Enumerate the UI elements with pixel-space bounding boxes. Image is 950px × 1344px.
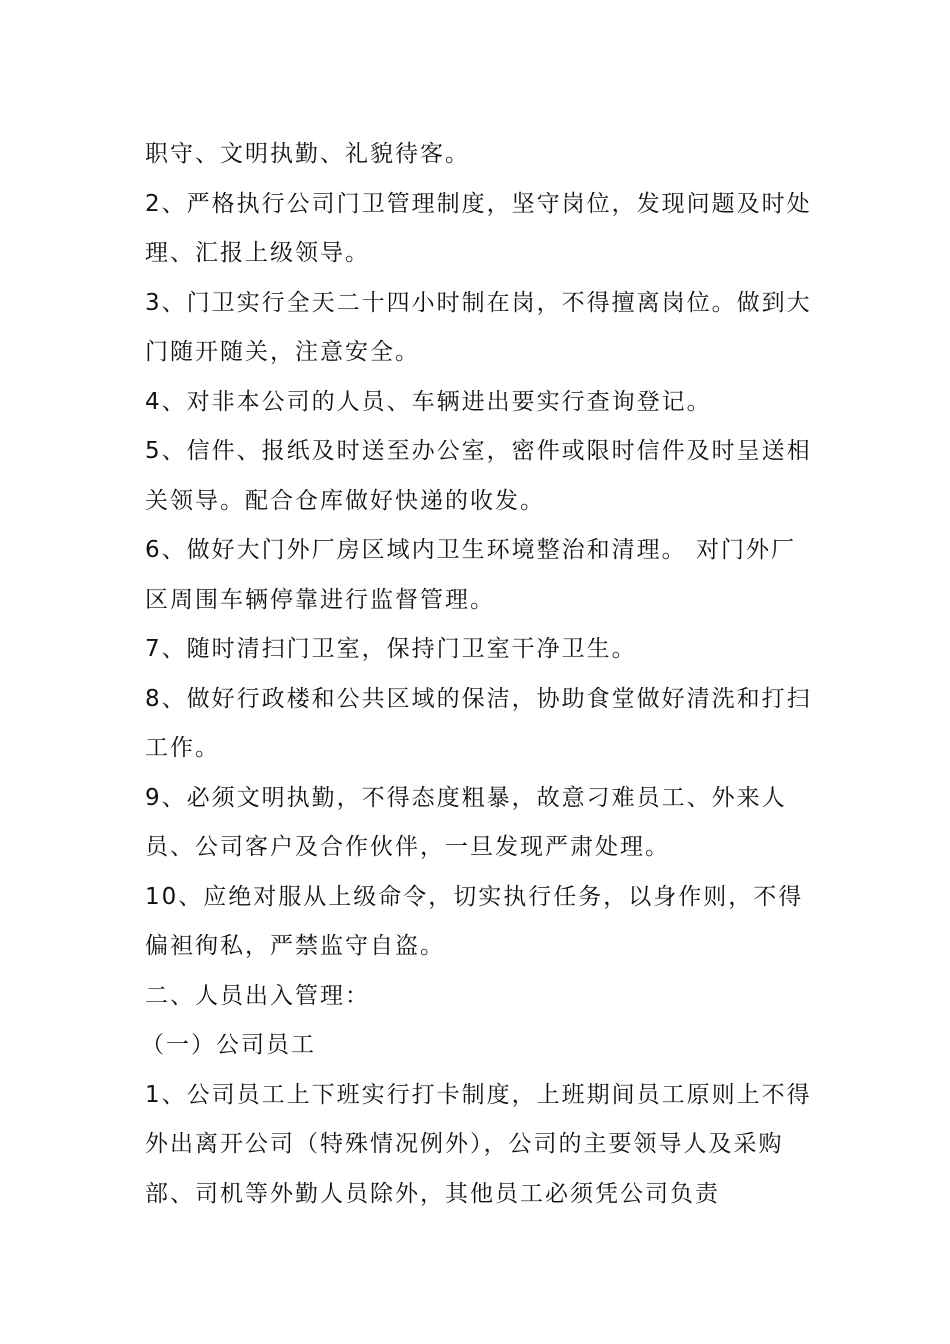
paragraph-item-2: 2、严格执行公司门卫管理制度，坚守岗位，发现问题及时处理、汇报上级领导。: [145, 190, 812, 266]
paragraph-item-10: 10、应绝对服从上级命令，切实执行任务，以身作则，不得偏袒徇私，严禁监守自盗。: [145, 883, 804, 959]
paragraph-subitem-1: 1、公司员工上下班实行打卡制度，上班期间员工原则上不得外出离开公司（特殊情况例外），公司的主要领导人及采购部、司机等外勤人员除外，其他员工必须凭公司负责: [145, 1081, 812, 1207]
paragraph-item-4: 4、对非本公司的人员、车辆进出要实行查询登记。: [145, 388, 712, 415]
section-heading: 二、人员出入管理：: [145, 982, 370, 1009]
subsection-heading: （一）公司员工: [141, 1032, 316, 1058]
paragraph-item-9: 9、必须文明执勤，不得态度粗暴，故意刁难员工、外来人员、公司客户及合作伙伴，一旦发现严肃处理。: [145, 784, 787, 860]
paragraph-item-7: 7、随时清扫门卫室，保持门卫室干净卫生。: [145, 636, 637, 662]
document-body: [141, 130, 815, 1219]
paragraph-item-5: 5、信件、报纸及时送至办公室，密件或限时信件及时呈送相关领导。配合仓库做好快递的收发。: [145, 438, 812, 514]
paragraph-item-3: 3、门卫实行全天二十四小时制在岗，不得擅离岗位。做到大门随开随关，注意安全。: [145, 289, 812, 365]
paragraph-continuation: 职守、文明执勤、礼貌待客。: [145, 141, 470, 167]
paragraph-item-8: 8、做好行政楼和公共区域的保洁，协助食堂做好清洗和打扫工作。: [145, 685, 812, 761]
paragraph-item-6: 6、做好大门外厂房区域内卫生环境整治和清理。 对门外厂区周围车辆停靠进行监督管理。: [145, 537, 796, 613]
